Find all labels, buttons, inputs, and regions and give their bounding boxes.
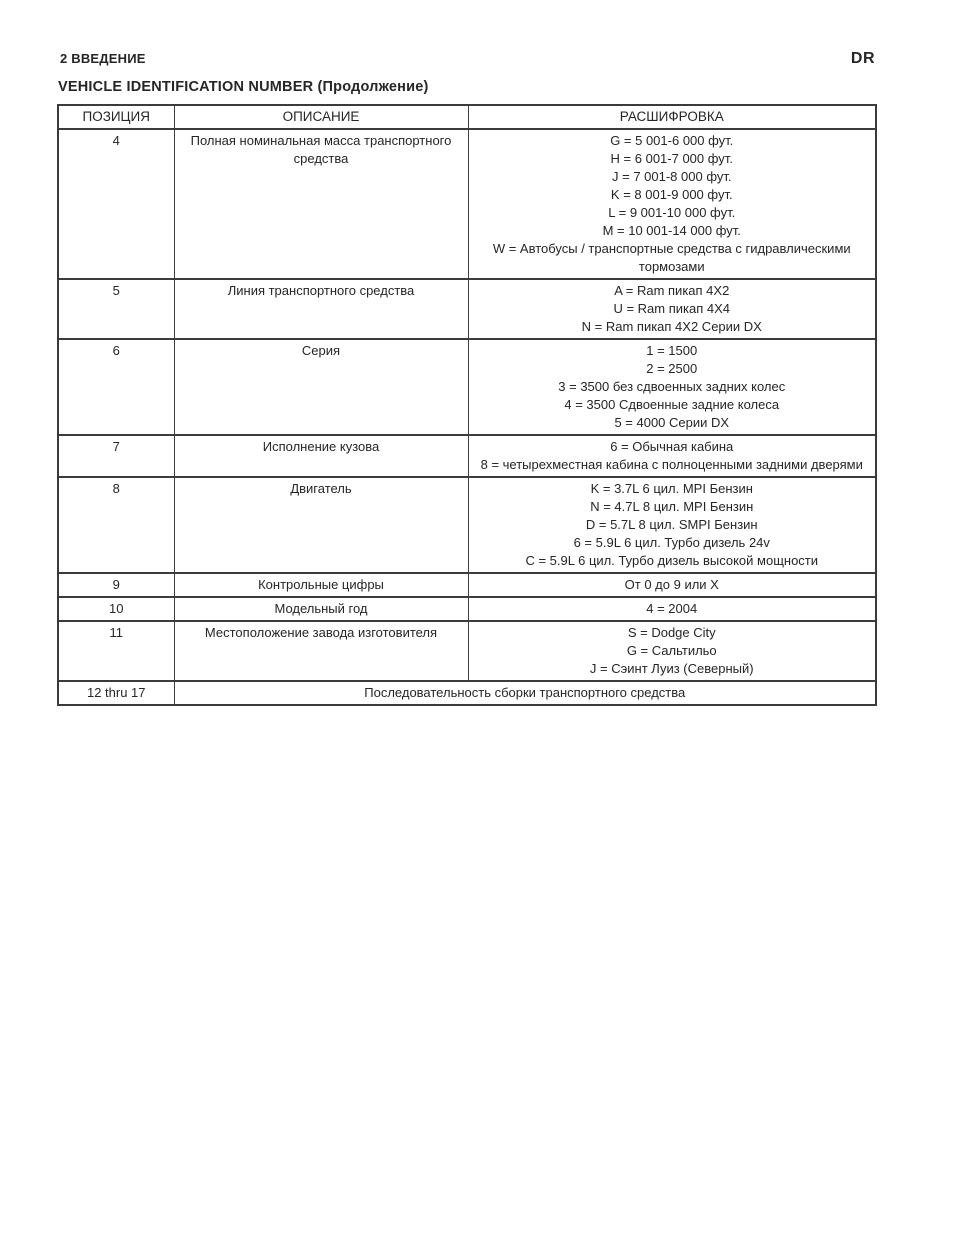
vin-table xyxy=(57,104,877,706)
decoding-cell xyxy=(468,435,876,477)
table-row xyxy=(58,681,876,705)
position-cell: 10 xyxy=(58,597,174,621)
decoding-line: N = Ram пикап 4X2 Серии DX xyxy=(581,319,762,334)
decoding-line: M = 10 001-14 000 фут. xyxy=(602,223,741,238)
decoding-line: W = Автобусы / транспортные средства с гидравлическими тормозами xyxy=(492,241,851,274)
decoding-line: A = Ram пикап 4X2 xyxy=(614,283,730,298)
position-cell: 7 xyxy=(58,435,174,477)
decoding-line: 2 = 2500 xyxy=(646,361,698,376)
decoding-line: N = 4.7L 8 цил. MPI Бензин xyxy=(590,499,754,514)
decoding-line: 4 = 2004 xyxy=(646,601,698,616)
description-cell: Исполнение кузова xyxy=(174,435,468,477)
decoding-line: J = 7 001-8 000 фут. xyxy=(612,169,732,184)
section-title: VEHICLE IDENTIFICATION NUMBER (Продолжение) xyxy=(58,79,429,95)
table-row xyxy=(58,621,876,681)
table-row xyxy=(58,573,876,597)
table-row xyxy=(58,129,876,279)
vin-table-body xyxy=(58,129,876,705)
table-row xyxy=(58,435,876,477)
description-cell: Двигатель xyxy=(174,477,468,573)
decoding-line: K = 3.7L 6 цил. MPI Бензин xyxy=(590,481,753,496)
vin-table-head xyxy=(58,105,876,129)
page-header xyxy=(60,50,875,68)
decoding-cell xyxy=(468,477,876,573)
page-header-section: 2 ВВЕДЕНИЕ xyxy=(60,51,146,66)
decoding-cell xyxy=(468,573,876,597)
position-cell: 5 xyxy=(58,279,174,339)
page-header-model-code: DR xyxy=(850,50,875,67)
description-cell: Контрольные цифры xyxy=(174,573,468,597)
decoding-line: 6 = Обычная кабина xyxy=(610,439,734,454)
description-span-cell: Последовательность сборки транспортного средства xyxy=(174,681,876,705)
decoding-line: C = 5.9L 6 цил. Турбо дизель высокой мощности xyxy=(525,553,819,568)
description-cell: Серия xyxy=(174,339,468,435)
table-header-row xyxy=(58,105,876,129)
decoding-line: 5 = 4000 Серии DX xyxy=(614,415,730,430)
decoding-cell xyxy=(468,279,876,339)
decoding-line: L = 9 001-10 000 фут. xyxy=(608,205,736,220)
position-cell: 8 xyxy=(58,477,174,573)
table-row xyxy=(58,477,876,573)
description-cell: Модельный год xyxy=(174,597,468,621)
decoding-line: G = Сальтильо xyxy=(626,643,717,658)
decoding-cell xyxy=(468,621,876,681)
description-cell: Местоположение завода изготовителя xyxy=(174,621,468,681)
decoding-line: 8 = четырехместная кабина с полноценными задними дверями xyxy=(480,457,863,472)
description-cell: Полная номинальная масса транспортного средства xyxy=(174,129,468,279)
decoding-line: 4 = 3500 Сдвоенные задние колеса xyxy=(564,397,780,412)
decoding-line: U = Ram пикап 4X4 xyxy=(613,301,731,316)
decoding-line: H = 6 001-7 000 фут. xyxy=(610,151,733,166)
position-cell: 12 thru 17 xyxy=(58,681,174,705)
decoding-line: 6 = 5.9L 6 цил. Турбо дизель 24v xyxy=(573,535,770,550)
decoding-line: 1 = 1500 xyxy=(646,343,698,358)
decoding-line: D = 5.7L 8 цил. SMPI Бензин xyxy=(585,517,758,532)
table-row xyxy=(58,279,876,339)
table-row xyxy=(58,339,876,435)
decoding-line: S = Dodge City xyxy=(627,625,716,640)
position-cell: 6 xyxy=(58,339,174,435)
decoding-line: 3 = 3500 без сдвоенных задних колес xyxy=(558,379,786,394)
decoding-cell xyxy=(468,129,876,279)
decoding-line: От 0 до 9 или X xyxy=(624,577,719,592)
decoding-line: K = 8 001-9 000 фут. xyxy=(610,187,733,202)
col-header-decoding: РАСШИФРОВКА xyxy=(468,105,876,129)
col-header-description: ОПИСАНИЕ xyxy=(174,105,468,129)
col-header-position: ПОЗИЦИЯ xyxy=(58,105,174,129)
decoding-cell xyxy=(468,339,876,435)
position-cell: 11 xyxy=(58,621,174,681)
decoding-cell xyxy=(468,597,876,621)
decoding-line: J = Сэинт Луиз (Северный) xyxy=(589,661,754,676)
table-row xyxy=(58,597,876,621)
decoding-line: G = 5 001-6 000 фут. xyxy=(610,133,734,148)
description-cell: Линия транспортного средства xyxy=(174,279,468,339)
position-cell: 4 xyxy=(58,129,174,279)
position-cell: 9 xyxy=(58,573,174,597)
